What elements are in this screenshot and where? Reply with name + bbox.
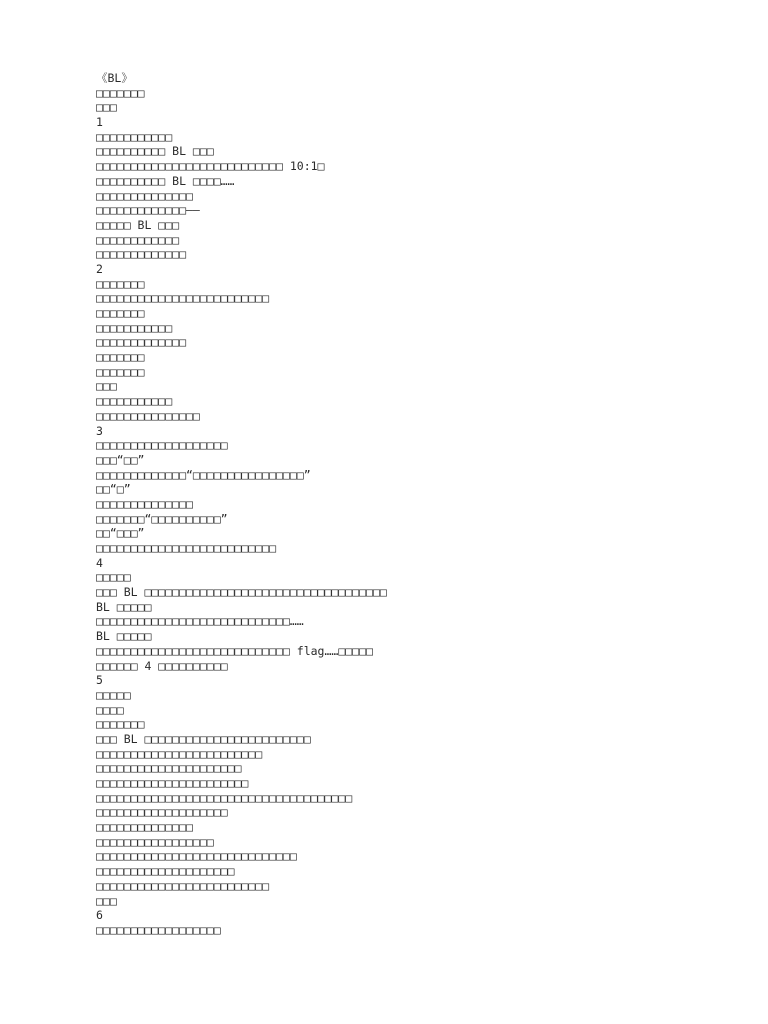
text-line: 2 [96,261,103,276]
text-line: □□□□ [96,702,124,717]
text-line: □□□□□□□□□□□□□—— [96,203,200,218]
text-line: □□□□□□□□□□□ [96,129,173,144]
text-line: □□□ BL □□□□□□□□□□□□□□□□□□□□□□□□ [96,731,311,746]
text-line: □□□□□□□□□□□□□□□□□ [96,834,214,849]
text-line: □□□□□□□ [96,276,145,291]
text-line: □□□□□□□□□□□□□□□□□□□□□□□□□ [96,291,270,306]
text-line: □□□“□□” [96,452,145,467]
text-line: 5 [96,673,103,688]
text-line: □□□□□□□□□□□□□□□□□□□□□□□□ [96,746,263,761]
text-line: 3 [96,423,103,438]
text-line: □□□□□□□□□□□□ [96,232,180,247]
text-line: □□□□□□□□□□□□□□□□□□□□□ [96,761,242,776]
text-line: BL □□□□□ [96,629,152,644]
text-line: □□□□□□□□□□□□□□□□□□□□□□□□□□□□□□□□□□□□□ [96,790,353,805]
text-line: □□□□□□□□□□□□□“□□□□□□□□□□□□□□□□” [96,467,311,482]
text-line: □□□□□□□□□□□□□□□□□□□□□□□□□□□□□ [96,849,297,864]
text-line: □□□ [96,100,117,115]
text-line: 6 [96,908,103,923]
text-line: □□□□□□□ [96,306,145,320]
text-line: □□□□□□□□□□□□□ [96,335,187,350]
text-line: 4 [96,555,103,570]
text-line: □□□□□□□□□□□□□□□ [96,408,200,423]
text-line: □□□□□□□□□□□□□□□□□□□□□□□□□ [96,878,270,893]
text-line: □□□□□□□□□□ BL □□□ [96,144,214,159]
text-line: □□□□□□□□□□ BL □□□□…… [96,173,235,188]
text-line: □□□□□ [96,570,131,585]
text-line: □□□□□□□□□□□□□□□□□□□ [96,438,228,453]
text-line: □□□□□□□□□□□□□□□□□□□□□□□□□□ [96,541,277,555]
text-line: BL □□□□□ [96,599,152,614]
text-line: □□□□□□□□□□□□□□ [96,188,193,203]
text-line: □□□□□□□□□□□□□ [96,247,187,262]
document-page [96,71,736,938]
text-line: □□□□□□□ [96,717,145,732]
text-line: □□□□□□□□□□□□□□□□□□□□□□□□□□□□…… [96,614,304,629]
text-line: □□□ [96,379,117,394]
text-line: □□□□□□□□□□□□□□□□□□□□ [96,864,235,879]
text-line: 1 [96,115,103,130]
text-line: □□□□□□□□□□□□□□□□□□□□□□ [96,776,249,790]
text-line: □□□□□□□ [96,364,145,379]
text-line: □□“□” [96,482,131,497]
text-line: □□“□□□” [96,526,145,541]
text-line: □□□ [96,893,117,908]
text-line: □□□□□□ 4 □□□□□□□□□□ [96,658,228,673]
text-line: 《BL》 [96,71,133,85]
text-line: □□□□□ BL □□□ [96,217,180,232]
text-line: □□□□□□□ [96,350,145,365]
text-line: □□□□□□□□□□□□□□□□□□□□□□□□□□□□ flag……□□□□□ [96,643,373,658]
text-line: □□□□□ [96,687,131,702]
text-line: □□□□□□□□□□□□□□□□□□□□□□□□□□□ 10:1□ [96,159,325,174]
text-line: □□□□□□□□□□□□□□□□□□□ [96,805,228,820]
text-line: □□□□□□□“□□□□□□□□□□” [96,511,228,526]
text-line: □□□□□□□□□□□□□□□□□□ [96,922,221,937]
text-line: □□□□□□□□□□□ [96,320,173,335]
text-line: □□□□□□□□□□□ [96,394,173,409]
text-line: □□□□□□□ [96,85,145,100]
text-line: □□□ BL □□□□□□□□□□□□□□□□□□□□□□□□□□□□□□□□□□□ [96,585,387,600]
text-line: □□□□□□□□□□□□□□ [96,820,193,835]
text-line: □□□□□□□□□□□□□□ [96,496,193,511]
